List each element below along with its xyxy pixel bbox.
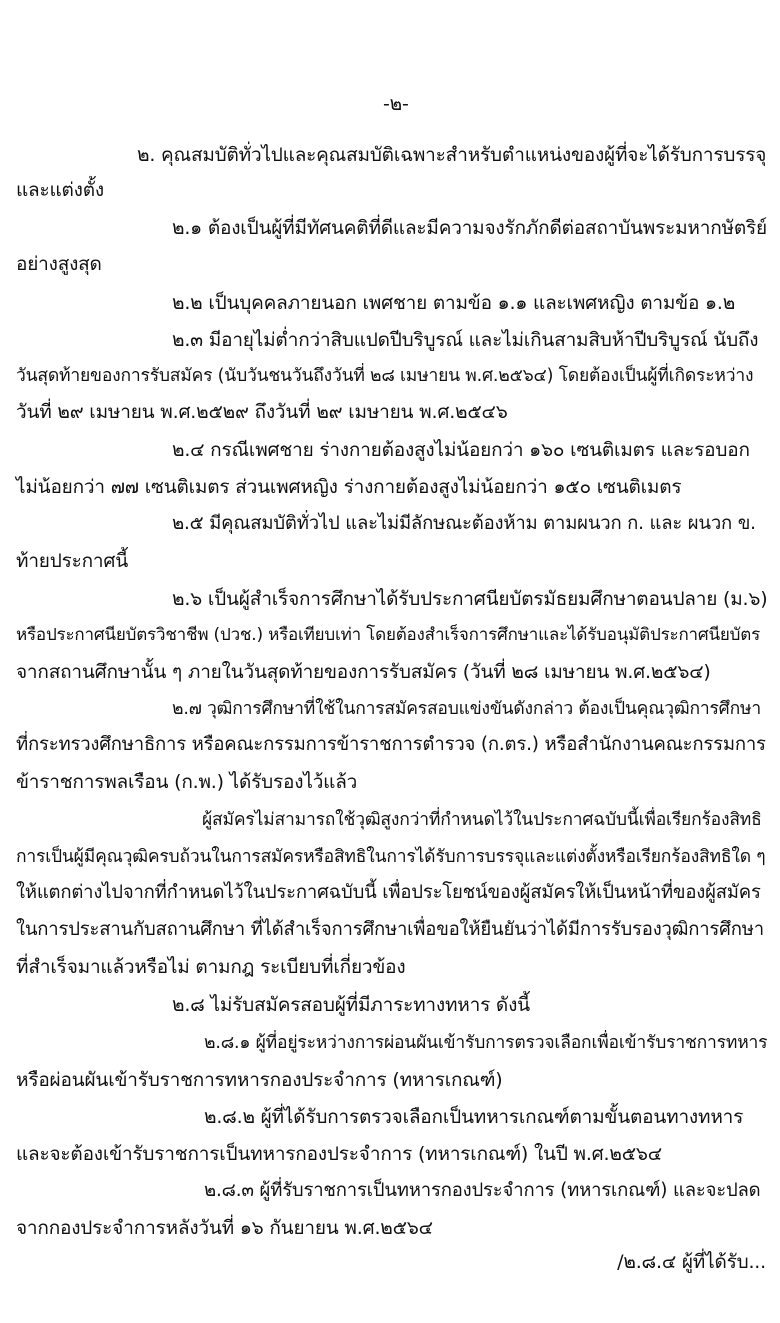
line-26: หรือผ่อนผันเข้ารับราชการทหารกองประจำการ (ทหารเกณฑ์) xyxy=(16,1069,503,1091)
line-08: วันที่ ๒๙ เมษายน พ.ศ.๒๕๒๙ ถึงวันที่ ๒๙ เมษายน พ.ศ.๒๕๔๖ xyxy=(16,401,508,423)
line-17: ที่กระทรวงศึกษาธิการ หรือคณะกรรมการข้าราชการตำรวจ (ก.ตร.) หรือสำนักงานคณะกรรมการ xyxy=(16,734,766,755)
page-number: -๒- xyxy=(383,93,409,115)
line-15: จากสถานศึกษานั้น ๆ ภายในวันสุดท้ายของการรับสมัคร (วันที่ ๒๘ เมษายน พ.ศ.๒๕๖๔) xyxy=(16,661,711,683)
line-28: และจะต้องเข้ารับราชการเป็นทหารกองประจำการ (ทหารเกณฑ์) ในปี พ.ศ.๒๕๖๔ xyxy=(16,1143,662,1165)
line-03: ๒.๑ ต้องเป็นผู้ที่มีทัศนคติที่ดีและมีความจงรักภักดีต่อสถาบันพระมหากษัตริย์ xyxy=(172,217,767,239)
line-09: ๒.๔ กรณีเพศชาย ร่างกายต้องสูงไม่น้อยกว่า ๑๖๐ เซนติเมตร และรอบอก xyxy=(172,439,750,461)
line-07: วันสุดท้ายของการรับสมัคร (นับวันชนวันถึงวันที่ ๒๘ เมษายน พ.ศ.๒๕๖๔) โดยต้องเป็นผู้ที่เกิดระหว่าง xyxy=(16,366,754,386)
line-25: ๒.๘.๑ ผู้ที่อยู่ระหว่างการผ่อนผันเข้ารับการตรวจเลือกเพื่อเข้ารับราชการทหาร xyxy=(204,1033,768,1053)
line-16: ๒.๗ วุฒิการศึกษาที่ใช้ในการสมัครสอบแข่งขันดังกล่าว ต้องเป็นคุณวุฒิการศึกษา xyxy=(172,699,761,719)
line-13: ๒.๖ เป็นผู้สำเร็จการศึกษาได้รับประกาศนียบัตรมัธยมศึกษาตอนปลาย (ม.๖) xyxy=(172,588,768,610)
line-05: ๒.๒ เป็นบุคคลภายนอก เพศชาย ตามข้อ ๑.๑ และเพศหญิง ตามข้อ ๑.๒ xyxy=(172,292,736,314)
line-23: ที่สำเร็จมาแล้วหรือไม่ ตามกฎ ระเบียบที่เกี่ยวข้อง xyxy=(16,956,406,978)
line-06: ๒.๓ มีอายุไม่ต่ำกว่าสิบแปดปีบริบูรณ์ และไม่เกินสามสิบห้าปีบริบูรณ์ นับถึง xyxy=(172,329,759,351)
line-21: ให้แตกต่างไปจากที่กำหนดไว้ในประกาศฉบับนี้ เพื่อประโยชน์ของผู้สมัครให้เป็นหน้าที่ของผู้สมัคร xyxy=(16,882,761,903)
line-14: หรือประกาศนียบัตรวิชาชีพ (ปวช.) หรือเทียบเท่า โดยต้องสำเร็จการศึกษาและได้รับอนุมัติประกาศนียบัตร xyxy=(16,625,761,645)
line-29: ๒.๘.๓ ผู้ที่รับราชการเป็นทหารกองประจำการ (ทหารเกณฑ์) และจะปลด xyxy=(204,1180,761,1201)
line-04: อย่างสูงสุด xyxy=(16,253,102,275)
continuation-note: /๒.๘.๔ ผู้ที่ได้รับ... xyxy=(617,1251,766,1273)
line-27: ๒.๘.๒ ผู้ที่ได้รับการตรวจเลือกเป็นทหารเกณฑ์ตามขั้นตอนทางทหาร xyxy=(204,1106,744,1128)
line-10: ไม่น้อยกว่า ๗๗ เซนติเมตร ส่วนเพศหญิง ร่างกายต้องสูงไม่น้อยกว่า ๑๕๐ เซนติเมตร xyxy=(16,476,682,498)
line-01: ๒. คุณสมบัติทั่วไปและคุณสมบัติเฉพาะสำหรับตำแหน่งของผู้ที่จะได้รับการบรรจุ xyxy=(137,144,767,166)
line-11: ๒.๕ มีคุณสมบัติทั่วไป และไม่มีลักษณะต้องห้าม ตามผนวก ก. และ ผนวก ข. xyxy=(172,513,756,534)
line-12: ท้ายประกาศนี้ xyxy=(16,550,129,572)
line-02: และแต่งตั้ง xyxy=(16,179,104,201)
line-20: การเป็นผู้มีคุณวุฒิครบถ้วนในการสมัครหรือสิทธิในการได้รับการบรรจุและแต่งตั้งหรือเรียกร้องสิทธิใด ๆ xyxy=(16,847,766,867)
line-22: ในการประสานกับสถานศึกษา ที่ได้สำเร็จการศึกษาเพื่อขอให้ยืนยันว่าได้มีการรับรองวุฒิการศึกษา xyxy=(16,919,764,940)
line-19: ผู้สมัครไม่สามารถใช้วุฒิสูงกว่าที่กำหนดไว้ในประกาศฉบับนี้เพื่อเรียกร้องสิทธิ xyxy=(202,810,762,830)
line-18: ข้าราชการพลเรือน (ก.พ.) ได้รับรองไว้แล้ว xyxy=(16,771,358,793)
line-30: จากกองประจำการหลังวันที่ ๑๖ กันยายน พ.ศ.๒๕๖๔ xyxy=(16,1217,433,1239)
line-24: ๒.๘ ไม่รับสมัครสอบผู้ที่มีภาระทางทหาร ดังนี้ xyxy=(172,994,530,1016)
